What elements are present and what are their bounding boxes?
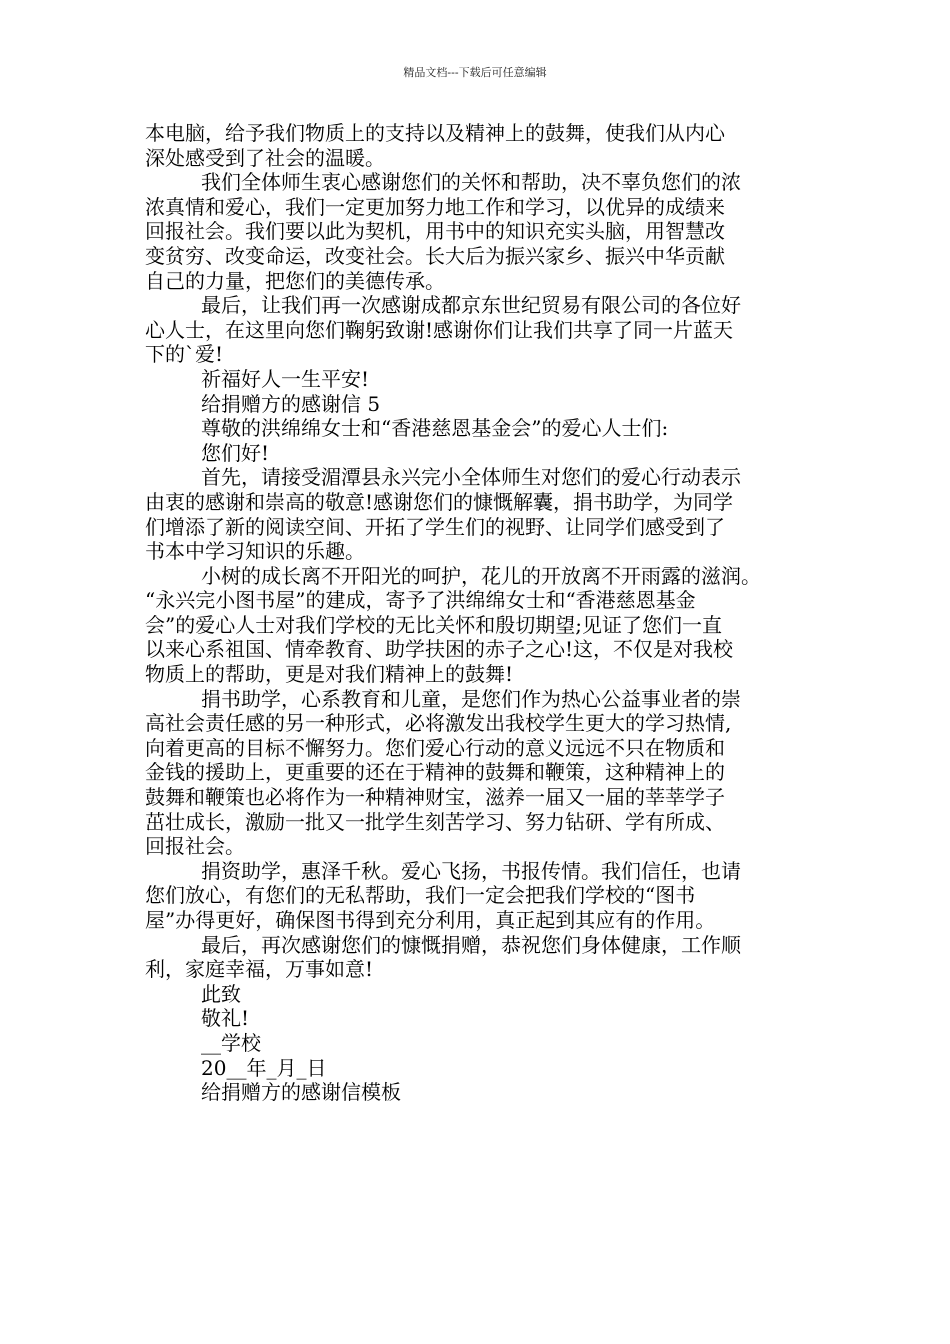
text-line: “永兴完小图书屋”的建成，寄予了洪绵绵女士和“香港慈恩基金 <box>145 588 696 613</box>
text-line: 祈福好人一生平安! <box>201 366 370 391</box>
text-line: 高社会责任感的另一种形式，必将激发出我校学生更大的学习热情, <box>145 711 732 736</box>
text-line: 鼓舞和鞭策也必将作为一种精神财宝，滋养一届又一届的莘莘学子 <box>145 785 725 810</box>
text-line: 尊敬的洪绵绵女士和“香港慈恩基金会”的爱心人士们: <box>201 416 669 441</box>
text-line: 给捐赠方的感谢信模板 <box>201 1080 401 1105</box>
text-line: 本电脑，给予我们物质上的支持以及精神上的鼓舞，使我们从内心 <box>145 121 725 145</box>
text-line: 屋”办得更好，确保图书得到充分利用，真正起到其应有的作用。 <box>145 908 716 932</box>
text-line: 利，家庭幸福，万事如意! <box>145 957 374 982</box>
text-line: 回报社会。 <box>145 834 245 859</box>
text-line: 给捐赠方的感谢信 5 <box>201 391 381 416</box>
text-line: 由衷的感谢和崇高的敬意!感谢您们的慷慨解囊，捐书助学，为同学 <box>145 489 734 514</box>
text-line: 回报社会。我们要以此为契机，用书中的知识充实头脑，用智慧改 <box>145 219 725 244</box>
text-line: 此致 <box>201 981 241 1006</box>
text-line: 捐资助学，惠泽千秋。爱心飞扬，书报传情。我们信任，也请 <box>201 858 741 883</box>
text-line: 您们放心，有您们的无私帮助，我们一定会把我们学校的“图书 <box>145 883 696 908</box>
text-line: 们增添了新的阅读空间、开拓了学生们的视野、让同学们感受到了 <box>145 514 725 539</box>
text-line: 您们好! <box>201 440 270 465</box>
text-line: 物质上的帮助，更是对我们精神上的鼓舞! <box>145 662 514 687</box>
text-line: 浓真情和爱心，我们一定更加努力地工作和学习，以优异的成绩来 <box>145 194 725 219</box>
text-line: 深处感受到了社会的温暖。 <box>145 145 385 170</box>
text-line: 书本中学习知识的乐趣。 <box>145 539 365 564</box>
text-line: 心人士，在这里向您们鞠躬致谢!感谢你们让我们共享了同一片蓝天 <box>145 317 734 342</box>
text-line: 变贫穷、改变命运，改变社会。长大后为振兴家乡、振兴中华贡献 <box>145 243 725 268</box>
text-line: 敬礼! <box>201 1006 250 1031</box>
text-line: 首先，请接受湄潭县永兴完小全体师生对您们的爱心行动表示 <box>201 465 741 490</box>
text-line: 以来心系祖国、情牵教育、助学扶困的赤子之心!这，不仅是对我校 <box>145 637 734 662</box>
text-line: 最后，再次感谢您们的慷慨捐赠，恭祝您们身体健康，工作顺 <box>201 932 741 957</box>
text-line: 最后，让我们再一次感谢成都京东世纪贸易有限公司的各位好 <box>201 293 741 318</box>
text-line: 茁壮成长，激励一批又一批学生刻苦学习、努力钻研、学有所成、 <box>145 809 725 834</box>
text-line: 下的`爱! <box>145 342 224 367</box>
text-line: 小树的成长离不开阳光的呵护，花儿的开放离不开雨露的滋润。 <box>201 563 761 588</box>
text-line: 我们全体师生衷心感谢您们的关怀和帮助，决不辜负您们的浓 <box>201 170 741 195</box>
text-line: 自己的力量，把您们的美德传承。 <box>145 268 445 293</box>
text-line: 捐书助学，心系教育和儿童，是您们作为热心公益事业者的崇 <box>201 686 741 711</box>
text-line: 向着更高的目标不懈努力。您们爱心行动的意义远远不只在物质和 <box>145 735 725 760</box>
text-line: 金钱的援助上，更重要的还在于精神的鼓舞和鞭策，这种精神上的 <box>145 760 725 785</box>
text-line: 20__年_月_日 <box>201 1055 327 1080</box>
page-header: 精品文档---下载后可任意编辑 <box>403 66 547 79</box>
text-line: 会”的爱心人士对我们学校的无比关怀和殷切期望;见证了您们一直 <box>145 612 722 637</box>
letter-body <box>145 121 815 1105</box>
text-line: __学校 <box>201 1030 261 1055</box>
